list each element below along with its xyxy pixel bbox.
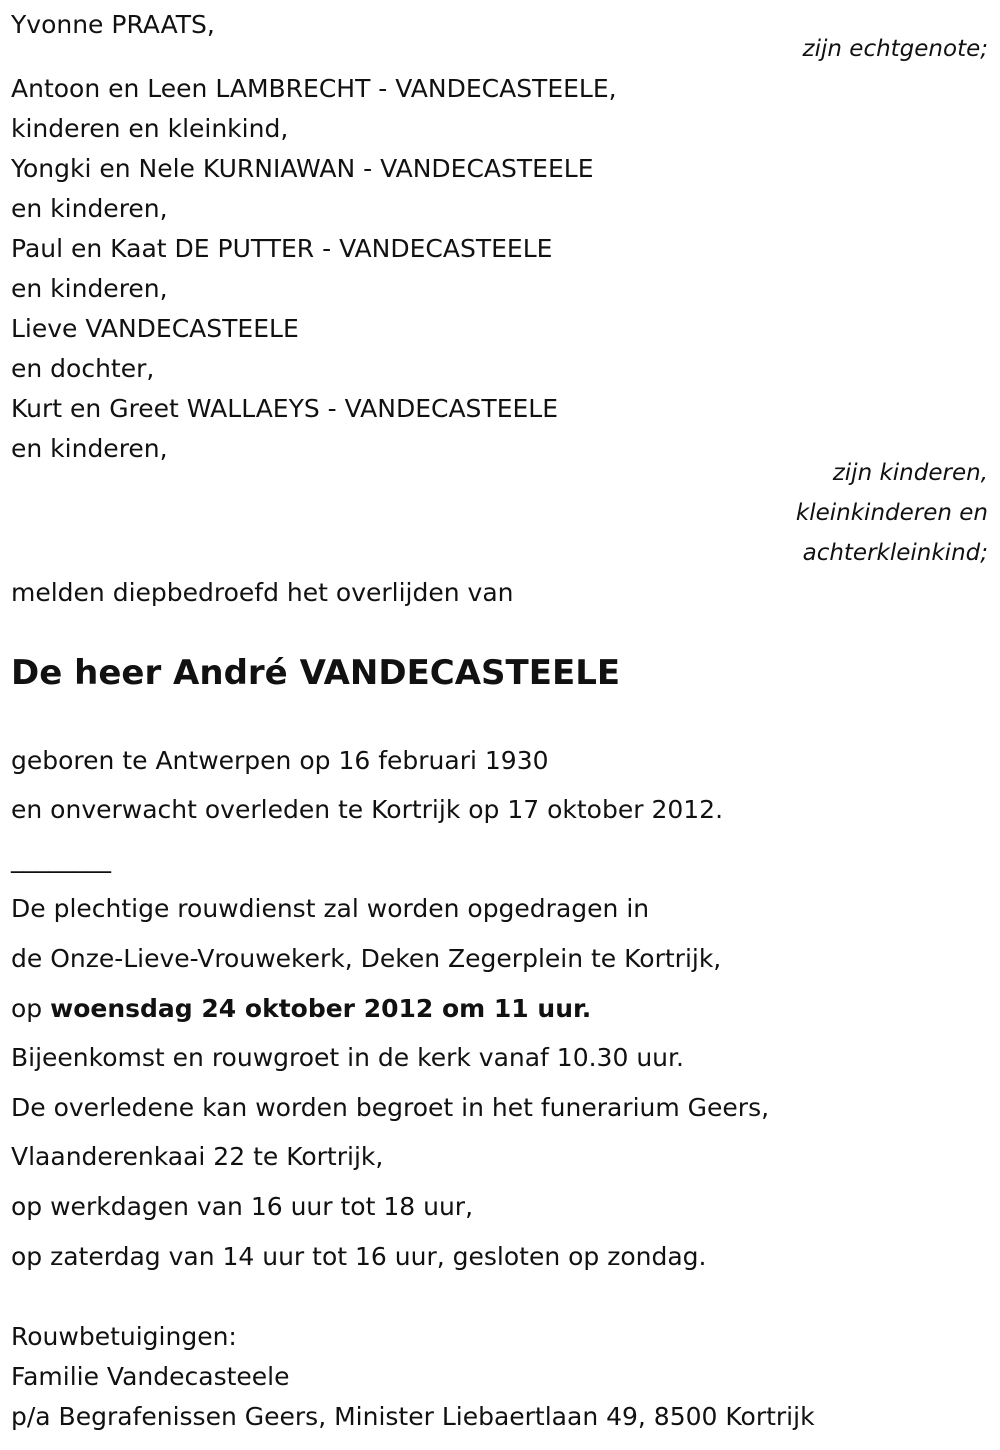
family-line: Paul en Kaat DE PUTTER - VANDECASTEELE [11,234,553,263]
family-line: en kinderen, [11,194,168,223]
family-line: en kinderen, [11,274,168,303]
children-role: zijn kinderen, [832,460,988,486]
service-line: op werkdagen van 16 uur tot 18 uur, [11,1192,474,1221]
family-line: en dochter, [11,354,155,383]
service-line: Bijeenkomst en rouwgroet in de kerk vanaf 10.30 uur. [11,1043,684,1072]
separator: ________ [11,844,111,873]
service-line: De overledene kan worden begroet in het funerarium Geers, [11,1093,770,1122]
death-line: en onverwacht overleden te Kortrijk op 17 oktober 2012. [11,795,724,824]
service-date-line [11,996,591,1021]
family-line: Yongki en Nele KURNIAWAN - VANDECASTEELE [11,154,594,183]
deceased-name: De heer André VANDECASTEELE [11,653,621,693]
service-line: de Onze-Lieve-Vrouwekerk, Deken Zegerplein te Kortrijk, [11,944,722,973]
service-line: op zaterdag van 14 uur tot 16 uur, gesloten op zondag. [11,1242,707,1271]
announcement-text: melden diepbedroefd het overlijden van [11,578,514,607]
family-line: Lieve VANDECASTEELE [11,314,299,343]
family-line: Antoon en Leen LAMBRECHT - VANDECASTEELE, [11,74,617,103]
children-role: achterkleinkind; [802,540,988,566]
service-line: Vlaanderenkaai 22 te Kortrijk, [11,1142,384,1171]
service-line: De plechtige rouwdienst zal worden opgedragen in [11,894,650,923]
condolences-address: p/a Begrafenissen Geers, Minister Liebaertlaan 49, 8500 Kortrijk [11,1402,815,1431]
family-line: en kinderen, [11,434,168,463]
condolences-recipient: Familie Vandecasteele [11,1362,290,1391]
birth-line: geboren te Antwerpen op 16 februari 1930 [11,746,549,775]
spouse-role: zijn echtgenote; [802,36,988,62]
spouse-name: Yvonne PRAATS, [11,10,215,39]
family-line: kinderen en kleinkind, [11,114,289,143]
family-line: Kurt en Greet WALLAEYS - VANDECASTEELE [11,394,559,423]
service-date-prefix: op [11,994,43,1023]
condolences-label: Rouwbetuigingen: [11,1322,237,1351]
service-date: woensdag 24 oktober 2012 om 11 uur. [50,994,592,1023]
children-role: kleinkinderen en [795,500,988,526]
